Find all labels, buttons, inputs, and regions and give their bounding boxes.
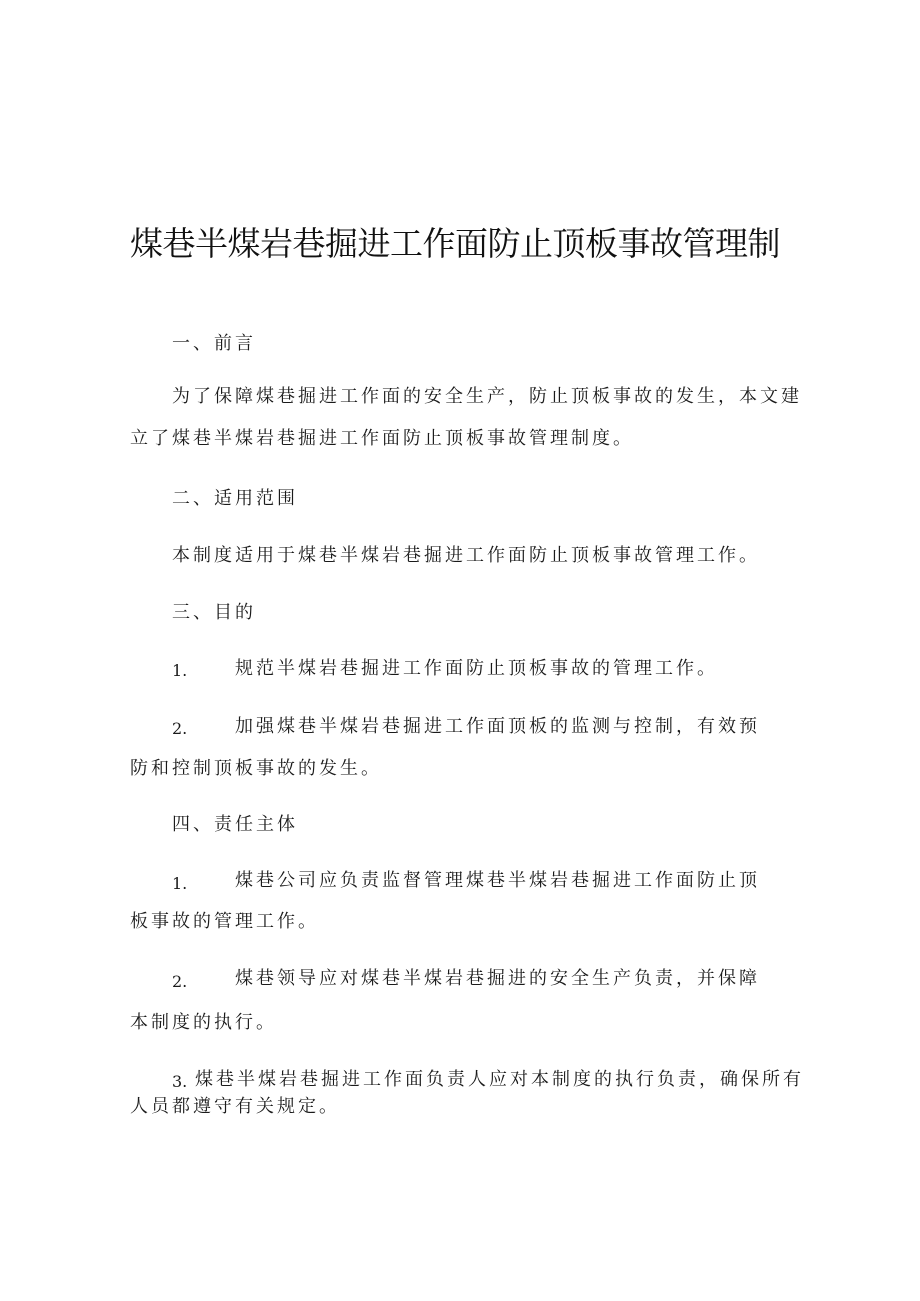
list-item-line: 煤巷公司应负责监督管理煤巷半煤岩巷掘进工作面防止顶 — [235, 870, 760, 891]
list-item-line: 煤巷领导应对煤巷半煤岩巷掘进的安全生产负责，并保障 — [235, 968, 760, 989]
paragraph-line: 本制度适用于煤巷半煤岩巷掘进工作面防止顶板事故管理工作。 — [172, 545, 760, 566]
list-item-line: 人员都遵守有关规定。 — [130, 1096, 340, 1117]
section-heading-purpose: 三、目的 — [172, 602, 256, 623]
list-item-number: 1. — [172, 661, 188, 680]
list-item-number: 2. — [172, 719, 188, 738]
list-item-number: 3. — [172, 1072, 188, 1091]
document-title: 煤巷半煤岩巷掘进工作面防止顶板事故管理制 — [130, 224, 780, 263]
list-item-number: 2. — [172, 972, 188, 991]
paragraph-line: 为了保障煤巷掘进工作面的安全生产，防止顶板事故的发生，本文建 — [172, 386, 802, 407]
section-heading-responsibility: 四、责任主体 — [172, 814, 298, 835]
section-heading-foreword: 一、前言 — [172, 333, 256, 354]
list-item-line: 规范半煤岩巷掘进工作面防止顶板事故的管理工作。 — [235, 658, 718, 679]
section-heading-scope: 二、适用范围 — [172, 488, 298, 509]
list-item-line: 加强煤巷半煤岩巷掘进工作面顶板的监测与控制，有效预 — [235, 716, 760, 737]
list-item-line: 本制度的执行。 — [130, 1012, 277, 1033]
list-item-line: 防和控制顶板事故的发生。 — [130, 758, 382, 779]
list-item-line: 板事故的管理工作。 — [130, 911, 319, 932]
paragraph-line: 立了煤巷半煤岩巷掘进工作面防止顶板事故管理制度。 — [130, 428, 634, 449]
list-item-line: 煤巷半煤岩巷掘进工作面负责人应对本制度的执行负责，确保所有 — [195, 1069, 804, 1090]
list-item-number: 1. — [172, 874, 188, 893]
